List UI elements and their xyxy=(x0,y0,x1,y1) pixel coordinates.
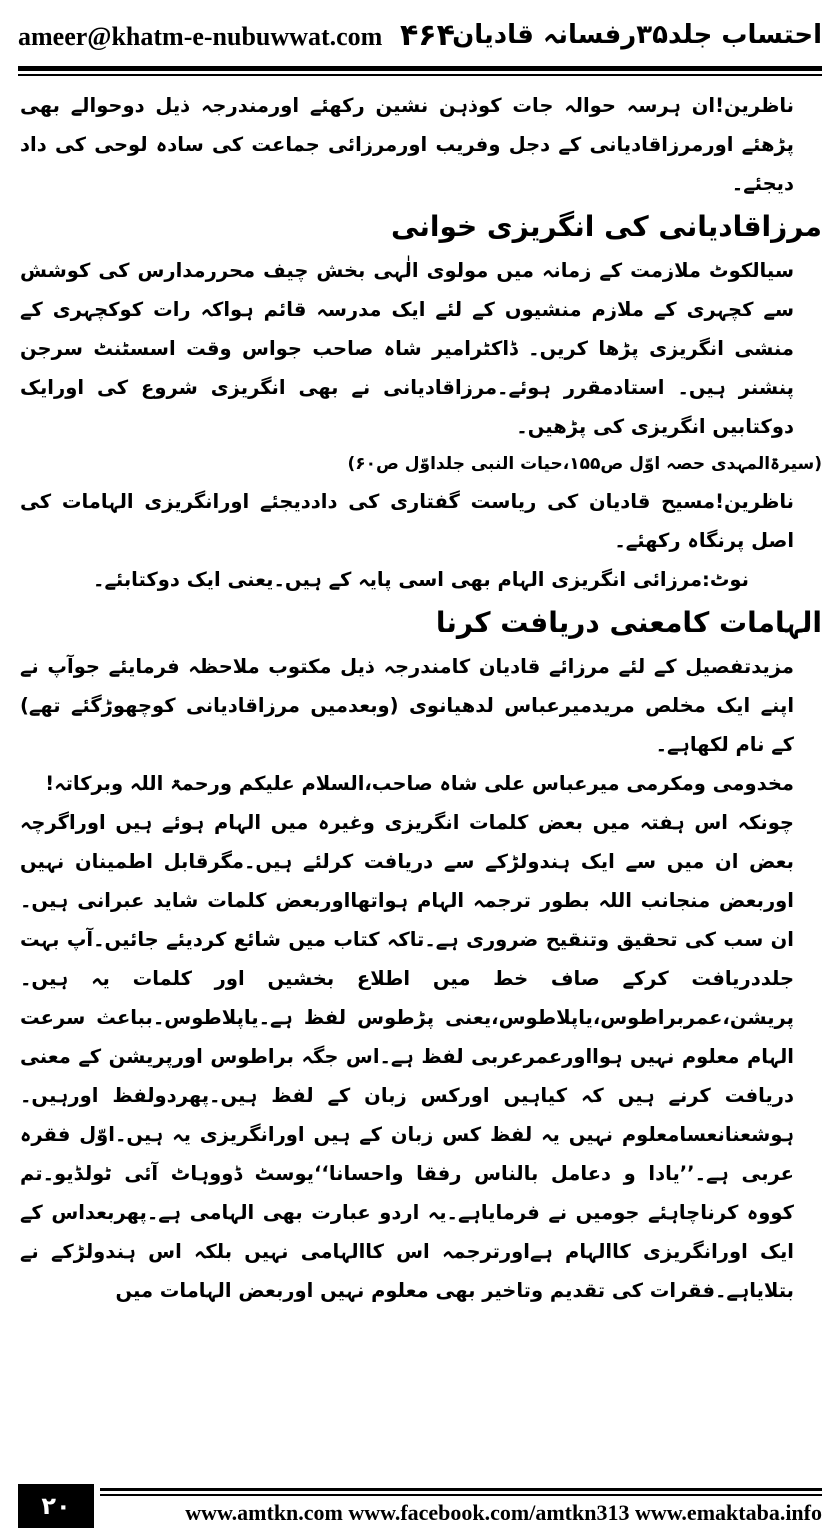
header-rule-thick xyxy=(18,66,822,71)
note: نوٹ:مرزائی انگریزی الہام بھی اسی پایہ کے ہیں۔یعنی ایک دوکتابئے۔ xyxy=(93,568,749,591)
paragraph-5: چونکہ اس ہفتہ میں بعض کلمات انگریزی وغیرہ میں الہام ہوئے ہیں اوراگرچہ بعض ان میں سے ایک ہندولڑکے سے دریافت کرلئے ہیں۔مگرقابل اطمینان نہیں اوربعض منجانب اللہ بطور ترجمہ الہام ہواتھااوربعض کلمات شاید عبرانی ہیں۔ان سب کی تحقیق وتنقیح ضروری ہے۔تاکہ کتاب میں شائع کردیئے جائیں۔آپ بہت جلددریافت کرکے صاف خط میں اطلاع بخشیں اور کلمات یہ ہیں۔پریشن،عمربراطوس،یاپلاطوس،یعنی پڑطوس لفظ ہے۔یاپلاطوس۔بباعث سرعت الہام معلوم نہیں ہوااورعمرعربی لفظ ہے۔اس جگہ براطوس اورپریشن کے معنی دریافت کرنے ہیں کہ کیاہیں اورکس زبان کے لفظ ہیں۔پھردولفظ اورہیں۔ہوشعنانعسامعلوم نہیں یہ لفظ کس زبان کے ہیں اورانگریزی یہ ہیں۔اوّل فقرہ عربی ہے۔’’یادا و دعامل بالناس رفقا واحسانا‘‘یوسٹ ڈووہاٹ آئی ٹولڈیو۔تم کووہ کرناچاہئے جومیں نے فرمایاہے۔یہ اردو عبارت بھی الہامی ہے۔پھربعداس کے ایک اورانگریزی کاالہام ہےاورترجمہ اس کاالہامی نہیں بلکہ اس ہندولڑکے نے بتلایاہے۔فقرات کی تقدیم وتاخیر بھی معلوم نہیں اوربعض الہامات میں xyxy=(20,811,794,1302)
paragraph-4: مزیدتفصیل کے لئے مرزائے قادیان کامندرجہ ذیل مکتوب ملاحظہ فرمایئے جوآپ نے اپنے ایک مخلص مریدمیرعباس لدھیانوی (وبعدمیں مرزاقادیانی کوچھوڑگئے تھے) کے نام لکھاہے۔ xyxy=(20,655,794,756)
footer-folio: ۲۰ xyxy=(18,1484,94,1528)
salutation: مخدومی ومکرمی میرعباس علی شاہ صاحب،السلام علیکم ورحمۃ اللہ وبرکاتہ! xyxy=(45,772,794,795)
header-email: ameer@khatm-e-nubuwwat.com xyxy=(18,22,383,51)
header-rule-thin xyxy=(18,74,822,76)
reference-citation: (سیرۃالمہدی حصہ اوّل ص۱۵۵،حیات النبی جلداوّل ص۶۰) xyxy=(347,454,822,474)
paragraph-2: سیالکوٹ ملازمت کے زمانہ میں مولوی الٰہی بخش چیف محررمدارس کی کوشش سے کچہری کے ملازم منشیوں کے لئے ایک مدرسہ قائم ہواکہ رات کوکچہری کے منشی انگریزی پڑھا کریں۔ ڈاکٹرامیر شاہ صاحب جواس وقت اسسٹنٹ سرجن پنشنر ہیں۔ استادمقرر ہوئے۔مرزاقادیانی نے بھی انگریزی شروع کی اورایک دوکتابیں انگریزی کی پڑھیں۔ xyxy=(20,259,794,438)
header-page-number: ۴۶۴ xyxy=(400,18,455,53)
footer-rule-thick xyxy=(100,1488,822,1491)
header-running-title: احتساب جلد۳۵رفسانہ قادیان xyxy=(452,20,822,50)
paragraph-1: ناظرین!ان ہرسہ حوالہ جات کوذہن نشین رکھئے اورمندرجہ ذیل دوحوالے بھی پڑھئے اورمرزاقادیانی کے دجل وفریب اورمرزائی جماعت کی سادہ لوحی کی داد دیجئے۔ xyxy=(20,94,794,195)
heading-english-reading: مرزاقادیانی کی انگریزی خوانی xyxy=(391,210,822,243)
footer-rule-thin xyxy=(100,1494,822,1496)
footer-urls: www.amtkn.com www.facebook.com/amtkn313 www.emaktaba.info xyxy=(185,1500,822,1525)
page-header xyxy=(18,18,822,68)
heading-meanings-inquiry: الہامات کامعنی دریافت کرنا xyxy=(435,606,822,639)
page-body xyxy=(20,86,822,1446)
paragraph-3: ناظرین!مسیح قادیان کی ریاست گفتاری کی داددیجئے اورانگریزی الہامات کی اصل پرنگاہ رکھئے۔ xyxy=(20,490,794,552)
